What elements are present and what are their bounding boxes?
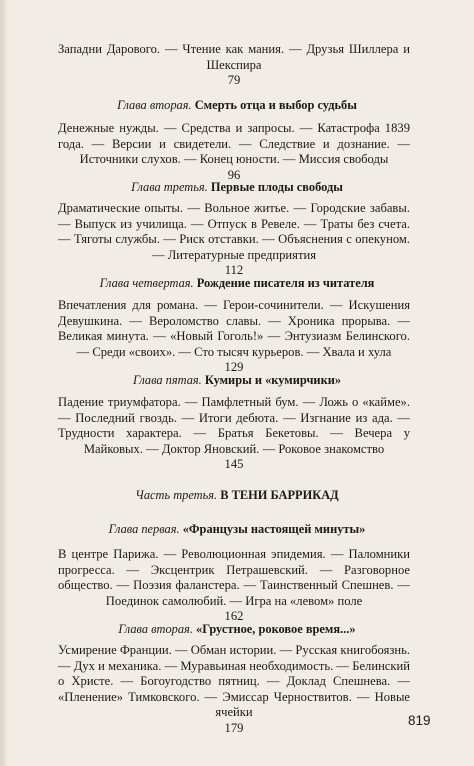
chapter-title: Рождение писателя из читателя bbox=[196, 276, 375, 290]
toc-page-number: 129 bbox=[224, 360, 244, 375]
chapter-label: Глава третья. bbox=[131, 180, 208, 194]
chapter-label: Глава вторая. bbox=[118, 622, 193, 636]
page-gutter-shadow bbox=[0, 0, 8, 766]
chapter-heading bbox=[40, 622, 434, 637]
chapter-title: Первые плоды свободы bbox=[210, 180, 343, 194]
toc-entry-paragraph bbox=[58, 121, 410, 183]
chapter-title: Кумиры и «кумирчики» bbox=[204, 373, 342, 387]
toc-entry-text: Драматические опыты. — Вольное житье. — Городские забавы. — Выпуск из училища. — Отпуск в Ревеле. — Траты без счета. — Тяготы службы. — Риск отставки. — Объяснения с опекуном. — Литературные предприятия bbox=[58, 201, 410, 262]
toc-entry-paragraph bbox=[58, 298, 410, 376]
part-label: Часть третья. bbox=[135, 488, 218, 502]
toc-entry-paragraph bbox=[58, 547, 410, 625]
chapter-heading bbox=[40, 98, 434, 113]
chapter-heading bbox=[40, 373, 434, 388]
toc-entry-text: Впечатления для романа. — Герои-сочинители. — Искушения Девушкина. — Вероломство славы. — Хроника прорыва. — Великая минута. — «Новый Гоголь!» — Энтузиазм Белинского. — Среди «своих». — Сто тысяч курьеров. — Хвала и хула bbox=[58, 298, 410, 359]
toc-page-number: 112 bbox=[224, 263, 244, 278]
part-title: В ТЕНИ БАРРИКАД bbox=[220, 488, 339, 502]
toc-page-number: 96 bbox=[227, 167, 241, 182]
part-heading bbox=[40, 488, 434, 503]
toc-page-number: 145 bbox=[224, 457, 244, 472]
toc-entry-paragraph bbox=[58, 643, 410, 737]
chapter-title: «Грустное, роковое время...» bbox=[196, 622, 356, 636]
toc-page-number: 79 bbox=[227, 73, 241, 88]
toc-entry-text: В центре Парижа. — Революционная эпидемия. — Паломники прогресса. — Эксцентрик Петрашевский. — Разговорное общество. — Поэзия фаланстера. — Таинственный Спешнев. — Поединок самолюбий. — Игра на «левом» поле bbox=[58, 547, 410, 608]
toc-page-number: 162 bbox=[224, 609, 244, 624]
toc-entry-paragraph bbox=[58, 42, 410, 89]
toc-page-number: 179 bbox=[224, 720, 244, 735]
toc-entry-text: Падение триумфатора. — Памфлетный бум. — Ложь о «кайме». — Последний гвоздь. — Итоги дебюта. — Изгнание из ада. — Трудности характера. — Братья Бекетовы. — Вечера у Майковых. — Доктор Яновский. — Роковое знакомство bbox=[58, 395, 410, 456]
toc-entry-text: Западни Дарового. — Чтение как мания. — Друзья Шиллера и Шекспира bbox=[58, 42, 410, 72]
chapter-title: «Французы настоящей минуты» bbox=[182, 522, 366, 536]
chapter-label: Глава четвертая. bbox=[99, 276, 194, 290]
chapter-heading bbox=[40, 522, 434, 537]
chapter-label: Глава пятая. bbox=[132, 373, 202, 387]
chapter-title: Смерть отца и выбор судьбы bbox=[194, 98, 357, 112]
chapter-heading bbox=[40, 276, 434, 291]
toc-entry-text: Денежные нужды. — Средства и запросы. — Катастрофа 1839 года. — Версии и свидетели. — Следствие и дознание. — Источники слухов. — Конец юности. — Миссия свободы bbox=[58, 121, 410, 167]
chapter-heading bbox=[40, 180, 434, 195]
chapter-label: Глава вторая. bbox=[117, 98, 192, 112]
toc-entry-paragraph bbox=[58, 395, 410, 473]
toc-entry-text: Усмирение Франции. — Обман истории. — Русская книгобоязнь. — Дух и механика. — Муравьиная необходимость. — Белинский о Христе. — Богоугодство пятниц. — Доклад Спешнева. — «Пленение» Тимковского. — Эмиссар Черноствитов. — Новые ячейки bbox=[58, 643, 410, 720]
chapter-label: Глава первая. bbox=[108, 522, 180, 536]
page-number: 819 bbox=[408, 713, 431, 728]
toc-entry-paragraph bbox=[58, 201, 410, 279]
